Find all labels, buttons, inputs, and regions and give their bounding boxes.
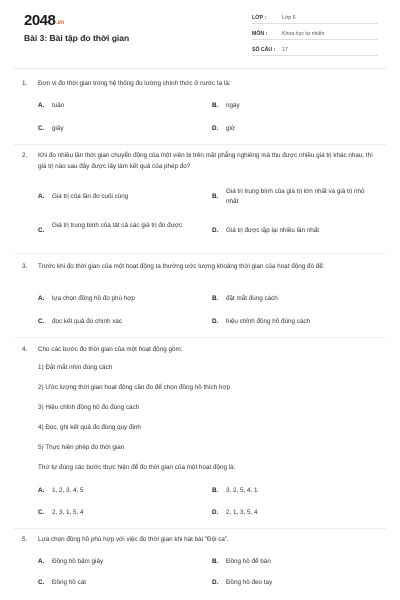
site-logo[interactable] bbox=[24, 12, 64, 29]
meta-key: LỚP : bbox=[252, 15, 267, 21]
option-text: 3, 2, 5, 4, 1 bbox=[226, 487, 258, 494]
question-prompt: Thứ tự đúng các bước thực hiện để đo thời gian của một hoạt động là: bbox=[38, 464, 236, 471]
page-title: Bài 3: Bài tập đo thời gian bbox=[24, 33, 130, 43]
option-letter: A. bbox=[38, 558, 45, 565]
question-body: Cho các bước đo thời gian của một hoạt động gồm: bbox=[38, 346, 183, 353]
option-letter: C. bbox=[38, 227, 45, 234]
question-number: 4. bbox=[22, 346, 28, 353]
q2-option-b[interactable] bbox=[212, 187, 372, 207]
q2-option-a[interactable] bbox=[38, 192, 198, 202]
step-item: 3) Hiệu chỉnh đồng hồ đo đúng cách bbox=[38, 404, 140, 411]
question-number: 5. bbox=[22, 536, 28, 543]
option-text: Đồng hồ bấm giây bbox=[52, 558, 104, 565]
option-letter: C. bbox=[38, 125, 45, 132]
q1-option-a[interactable] bbox=[38, 101, 198, 111]
option-letter: C. bbox=[38, 318, 45, 325]
q5-option-a[interactable] bbox=[38, 557, 198, 567]
question-3-text bbox=[22, 261, 376, 272]
question-divider bbox=[14, 144, 386, 145]
q4-option-b[interactable] bbox=[212, 486, 372, 496]
option-letter: D. bbox=[212, 509, 219, 516]
option-text: ngày bbox=[226, 102, 240, 109]
meta-row-class bbox=[252, 10, 378, 24]
question-1-text bbox=[22, 78, 376, 89]
option-text: giây bbox=[52, 125, 64, 132]
question-number: 3. bbox=[22, 263, 28, 270]
q2-option-d[interactable] bbox=[212, 226, 372, 236]
step-item: 4) Đọc, ghi kết quả đo đúng quy định bbox=[38, 424, 141, 431]
option-text: Giá trị của lần đo cuối cùng bbox=[52, 193, 129, 200]
option-letter: C. bbox=[38, 509, 45, 516]
option-text: tuần bbox=[52, 102, 65, 109]
meta-value: Lớp 6 bbox=[282, 15, 296, 21]
question-5-text bbox=[22, 534, 376, 545]
q4-option-c[interactable] bbox=[38, 508, 198, 518]
question-body: Đơn vị đo thời gian trong hệ thống đo lường chính thức ở nước ta là: bbox=[38, 80, 231, 87]
option-letter: A. bbox=[38, 487, 45, 494]
option-text: Giá trị trung bình của giá trị lớn nhất và giá trị nhỏ nhất bbox=[226, 188, 365, 205]
option-text: đặt mắt đúng cách bbox=[226, 295, 278, 302]
meta-value: Khoa học tự nhiên bbox=[282, 31, 325, 37]
question-divider bbox=[14, 253, 386, 254]
q5-option-b[interactable] bbox=[212, 557, 372, 567]
option-text: Đồng hồ cát bbox=[52, 579, 86, 586]
q1-option-c[interactable] bbox=[38, 124, 198, 134]
question-number: 1. bbox=[22, 80, 28, 87]
option-letter: B. bbox=[212, 487, 219, 494]
option-text: 2, 1, 3, 5, 4 bbox=[226, 509, 258, 516]
option-letter: A. bbox=[38, 102, 45, 109]
question-body: Khi đo nhiều lần thời gian chuyển động của một viên bi trên mặt phẳng nghiêng mà thu được nhiều giá trị khác nhau, thì giá trị nào sau đây được lấy làm kết quả của phép đo? bbox=[38, 152, 373, 170]
logo-text: 2048 bbox=[24, 12, 56, 29]
option-text: Đồng hồ đeo tay bbox=[226, 579, 273, 586]
q3-option-c[interactable] bbox=[38, 317, 198, 327]
option-letter: A. bbox=[38, 193, 45, 200]
step-item: 1) Đặt mắt nhìn đúng cách bbox=[38, 364, 113, 371]
question-divider bbox=[14, 337, 386, 338]
meta-row-count bbox=[252, 42, 378, 56]
q1-option-b[interactable] bbox=[212, 101, 372, 111]
option-text: Đồng hồ để bàn bbox=[226, 558, 271, 565]
option-text: giờ bbox=[226, 125, 236, 132]
option-text: Giá trị được lặp lại nhiều lần nhất bbox=[226, 227, 320, 234]
q4-option-a[interactable] bbox=[38, 486, 198, 496]
q5-option-d[interactable] bbox=[212, 578, 372, 588]
question-number: 2. bbox=[22, 152, 28, 159]
meta-key: SỐ CÂU : bbox=[252, 47, 276, 53]
option-letter: B. bbox=[212, 102, 219, 109]
q3-option-b[interactable] bbox=[212, 294, 372, 304]
q4-option-d[interactable] bbox=[212, 508, 372, 518]
option-text: đọc kết quả đo chính xác bbox=[52, 318, 123, 325]
option-letter: A. bbox=[38, 295, 45, 302]
option-letter: D. bbox=[212, 227, 219, 234]
step-item: 5) Thực hiện phép đo thời gian bbox=[38, 444, 125, 451]
question-4-text bbox=[22, 344, 376, 355]
option-text: 2, 3, 1, 5, 4 bbox=[52, 509, 84, 516]
page-header bbox=[0, 0, 400, 68]
meta-info bbox=[252, 10, 378, 58]
meta-value: 17 bbox=[282, 47, 288, 53]
option-letter: B. bbox=[212, 295, 219, 302]
logo-suffix: .vn bbox=[56, 20, 64, 26]
q5-option-c[interactable] bbox=[38, 578, 198, 588]
question-2-text bbox=[22, 150, 376, 172]
option-letter: B. bbox=[212, 193, 219, 200]
option-letter: C. bbox=[38, 579, 45, 586]
step-item: 2) Ước lượng thời gian hoạt động cần đo để chọn đồng hồ thích hợp bbox=[38, 384, 231, 391]
meta-key: MÔN : bbox=[252, 31, 268, 37]
q3-option-d[interactable] bbox=[212, 317, 372, 327]
question-body: Lựa chọn đồng hồ phù hợp với việc đo thời gian khi hát bài "Đội ca". bbox=[38, 536, 229, 543]
option-text: 1, 2, 3, 4, 5 bbox=[52, 487, 84, 494]
question-body: Trước khi đo thời gian của một hoạt động ta thường ước lượng khoảng thời gian của hoạt động đó để: bbox=[38, 263, 325, 270]
option-text: hiệu chỉnh đồng hồ đúng cách bbox=[226, 318, 311, 325]
q2-option-c[interactable] bbox=[38, 221, 198, 236]
option-letter: D. bbox=[212, 125, 219, 132]
q3-option-a[interactable] bbox=[38, 294, 198, 304]
meta-row-subject bbox=[252, 26, 378, 40]
option-text: Giá trị trung bình của tất cả các giá trị đo được bbox=[52, 222, 183, 229]
question-divider bbox=[14, 528, 386, 529]
option-letter: D. bbox=[212, 579, 219, 586]
q1-option-d[interactable] bbox=[212, 124, 372, 134]
option-text: lựa chọn đồng hồ đo phù hợp bbox=[52, 295, 135, 302]
option-letter: B. bbox=[212, 558, 219, 565]
option-letter: D. bbox=[212, 318, 219, 325]
header-divider bbox=[14, 68, 386, 69]
